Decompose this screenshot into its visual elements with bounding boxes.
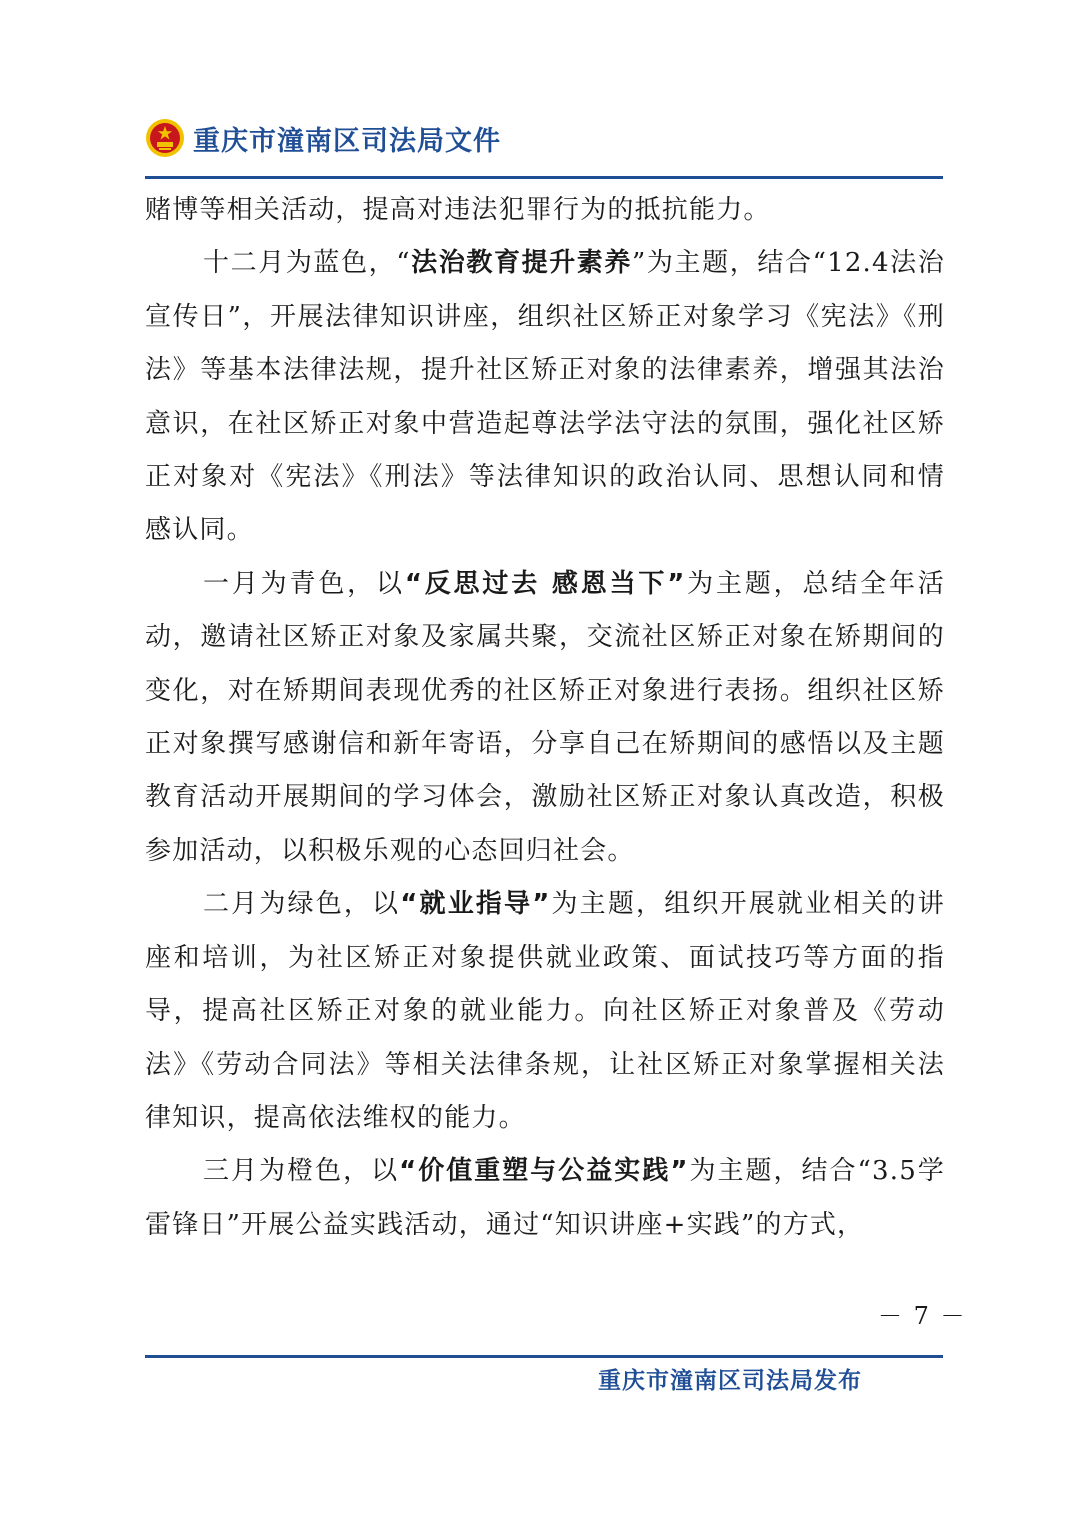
header-title: 重庆市潼南区司法局文件 [193,125,501,157]
paragraph-4-body: 为主题，组织开展就业相关的讲座和培训，为社区矫正对象提供就业政策、面试技巧等方面的指导，提高社区矫正对象的就业能力。向社区矫正对象普及《劳动法》《劳动合同法》等相关法律条规，让社区矫正对象掌握相关法律知识，提高依法维权的能力。 [145,889,945,1133]
paragraph-3-body: 为主题，总结全年活动，邀请社区矫正对象及家属共聚，交流社区矫正对象在矫期间的变化，对在矫期间表现优秀的社区矫正对象进行表扬。组织社区矫正对象撰写感谢信和新年寄语，分享自己在矫期间的感悟以及主题教育活动开展期间的学习体会，激励社区矫正对象认真改造，积极参加活动，以积极乐观的心态回归社会。 [145,568,945,866]
paragraph-5-theme: “价值重塑与公益实践” [399,1156,689,1187]
paragraph-1: 赌博等相关活动，提高对违法犯罪行为的抵抗能力。 [145,195,771,225]
paragraph-2 [145,237,945,557]
document-body [145,184,945,1252]
paragraph-4-theme: “就业指导” [400,889,551,920]
document-header [145,118,501,158]
paragraph-4 [145,878,945,1145]
paragraph-2-theme: 法治教育提升素养 [410,248,633,279]
paragraph-5-lead: 三月为橙色，以 [203,1156,400,1187]
footer-publisher: 重庆市潼南区司法局发布 [598,1368,862,1394]
paragraph-5 [145,1145,945,1252]
paragraph-5-body: 为主题，结合“3.5学雷锋日”开展公益实践活动，通过“知识讲座+实践”的方式， [145,1156,945,1240]
paragraph-3 [145,558,945,878]
paragraph-2-lead: 十二月为蓝色，“ [203,248,411,279]
page-number: － 7 － [878,1302,967,1330]
header-divider [145,176,943,179]
footer-divider [145,1355,943,1358]
paragraph-3-theme: “反思过去 感恩当下” [404,568,686,599]
paragraph-2-body: ”为主题，结合“12.4法治宣传日”，开展法律知识讲座，组织社区矫正对象学习《宪法》《刑法》等基本法律法规，提升社区矫正对象的法律素养，增强其法治意识，在社区矫正对象中营造起尊法学法守法的氛围，强化社区矫正对象对《宪法》《刑法》等法律知识的政治认同、思想认同和情感认同。 [145,248,945,546]
paragraph-4-lead: 二月为绿色，以 [203,889,401,920]
paragraph-3-lead: 一月为青色，以 [203,568,405,599]
national-emblem-icon [145,118,185,158]
